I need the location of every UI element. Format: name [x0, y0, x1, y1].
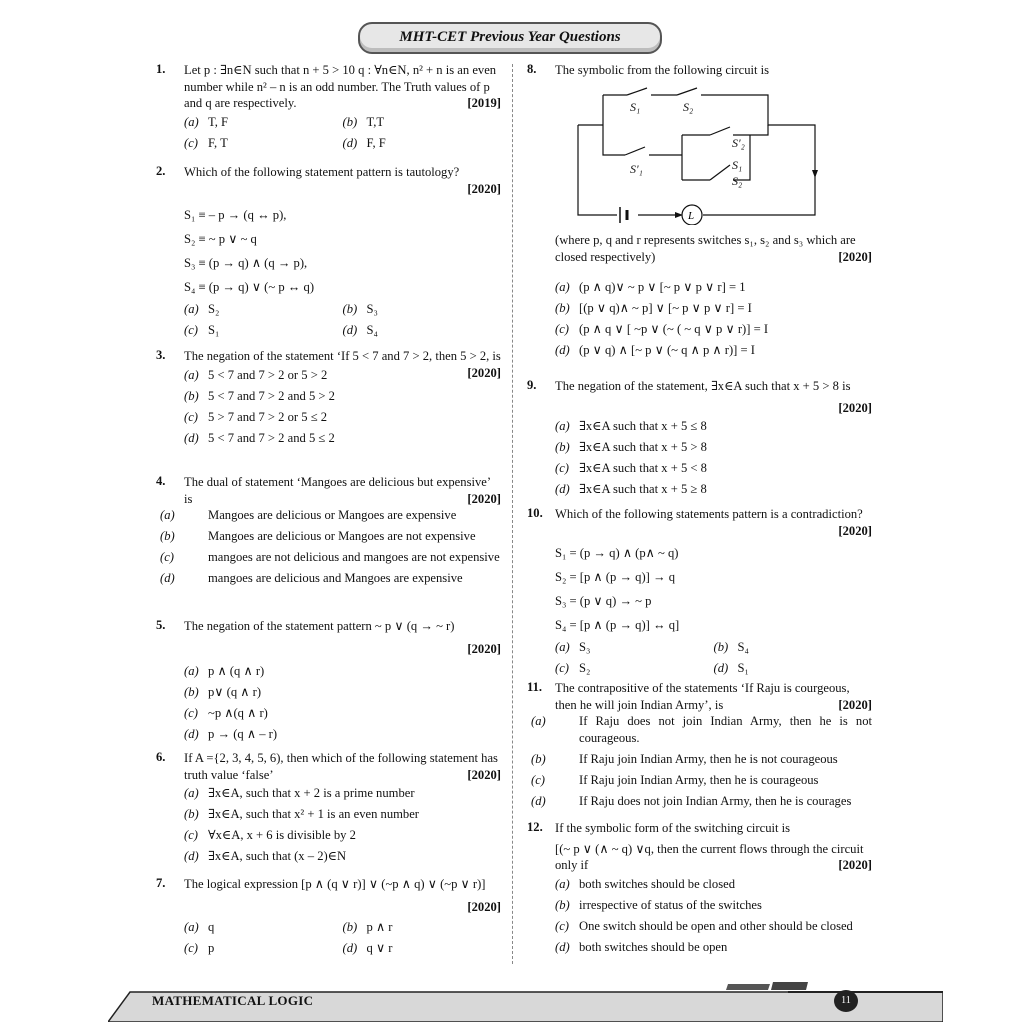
page-banner: MHT-CET Previous Year Questions — [358, 22, 662, 54]
option-d: (d) mangoes are delicious and Mangoes are expensive — [160, 571, 463, 585]
question-text: Which of the following statement pattern is tautology? — [184, 165, 460, 179]
option-d: (d) F, F — [342, 135, 386, 150]
question-number: 2. — [156, 164, 166, 178]
option-b: (b) S₄ — [713, 639, 749, 654]
year-tag: [2019] — [467, 96, 501, 110]
switch-label-s1-prime: S'₁ — [630, 162, 643, 176]
question-number: 6. — [156, 750, 166, 764]
option-a: (a) ∃x∈A, such that x + 2 is a prime number — [184, 786, 415, 800]
question-3 — [156, 348, 501, 449]
year-tag: [2020] — [838, 400, 872, 415]
option-b: (b) [(p ∨ q)∧ ~ p] ∨ [~ p ∨ p ∨ r] = I — [555, 301, 752, 315]
option-d: (d) (p ∨ q) ∧ [~ p ∨ (~ q ∧ p ∧ r)] = I — [555, 343, 755, 357]
year-tag: [2020] — [838, 697, 872, 712]
question-text: The negation of the statement pattern ~ p ∨ (q → ~ r) — [184, 619, 455, 633]
question-text: The logical expression [p ∧ (q ∨ r)] ∨ (~p ∧ q) ∨ (~p ∨ r)] — [184, 877, 486, 891]
option-a: (a) q — [184, 919, 215, 934]
option-a: (a) 5 < 7 and 7 > 2 or 5 > 2 — [184, 367, 328, 382]
lamp-label: L — [688, 210, 695, 222]
question-5 — [156, 618, 501, 745]
question-text: Let p : ∃n∈N such that n + 5 > 10 q : ∀n∈N, n² + n is an even number while n² – n is an odd number. The Truth values of p and q are respectively. [2019] — [184, 63, 501, 110]
question-text: The contrapositive of the statements ‘If Raju is courgeous, then he will join Indian Army’, is [2020] — [555, 681, 872, 712]
question-number: 4. — [156, 474, 166, 488]
option-b: (b) S₃ — [342, 301, 378, 316]
option-a: (a) If Raju does not join Indian Army, then he is not courageous. — [531, 714, 872, 745]
statement-s2: S₂ ≡ ~ p ∨ ~ q — [184, 231, 257, 246]
question-expression: [(~ p ∨ (∧ ~ q) ∨q, then the current flows through the circuit only if [2020] — [555, 841, 872, 872]
year-tag: [2020] — [467, 767, 501, 782]
question-8-note — [527, 232, 872, 361]
options — [531, 713, 872, 810]
option-d: (d) ∃x∈A such that x + 5 ≥ 8 — [555, 481, 707, 496]
option-b: (b) If Raju join Indian Army, then he is not courageous — [531, 752, 838, 766]
options — [184, 112, 501, 154]
switch-label-s2-prime: S'₂ — [732, 136, 745, 150]
question-number: 3. — [156, 348, 166, 362]
year-tag: [2020] — [467, 491, 501, 506]
column-divider — [512, 64, 513, 964]
question-2 — [156, 164, 501, 341]
statement-s3: S₃ ≡ (p → q) ∧ (q → p), — [184, 255, 308, 270]
option-a: (a) S₃ — [555, 639, 591, 654]
option-c: (c) (p ∧ q ∨ [ ~p ∨ (~ ( ~ q ∨ p ∨ r)] = I — [555, 322, 769, 336]
options — [184, 365, 501, 449]
option-c: (c) p — [184, 940, 215, 955]
statement-s1: S₁ ≡ – p → (q ↔ p), — [184, 207, 287, 222]
question-text: The negation of the statement ‘If 5 < 7 and 7 > 2, then 5 > 2, is [2020] — [184, 349, 501, 380]
question-number: 5. — [156, 618, 166, 632]
option-b: (b) T,T — [342, 114, 385, 129]
statement-s4: S₄ ≡ (p → q) ∨ (~ p ↔ q) — [184, 279, 315, 294]
year-tag: [2020] — [838, 249, 872, 264]
option-c: (c) ∃x∈A such that x + 5 < 8 — [555, 460, 707, 475]
option-a: (a) S₂ — [184, 301, 220, 316]
question-11 — [527, 680, 872, 810]
option-c: (c) F, T — [184, 135, 228, 150]
option-a: (a) (p ∧ q)∨ ~ p ∨ [~ p ∨ p ∨ r] = 1 — [555, 280, 746, 294]
options — [160, 507, 501, 587]
switching-circuit-diagram — [575, 85, 820, 225]
option-a: (a) ∃x∈A such that x + 5 ≤ 8 — [555, 418, 707, 433]
options — [555, 277, 872, 361]
statement-s2: S₂ = [p ∧ (p → q)] → q — [555, 569, 676, 584]
chapter-title: MATHEMATICAL LOGIC — [152, 993, 314, 1008]
options — [184, 917, 501, 959]
question-text: Which of the following statements pattern is a contradiction? — [555, 507, 863, 521]
question-number: 8. — [527, 62, 537, 76]
options — [184, 661, 501, 745]
option-c: (c) One switch should be open and other should be closed — [555, 918, 853, 933]
option-b: (b) ∃x∈A such that x + 5 > 8 — [555, 439, 707, 454]
option-d: (d) p → (q ∧ – r) — [184, 726, 278, 741]
question-number: 11. — [527, 680, 543, 694]
year-tag: [2020] — [838, 858, 872, 872]
options — [184, 299, 501, 341]
year-tag: [2020] — [467, 365, 501, 380]
page-number: 11 — [834, 990, 858, 1012]
switch-label-s2-lower: S₂ — [732, 174, 743, 188]
question-12 — [527, 820, 872, 958]
option-d: (d) If Raju does not join Indian Army, then he is courages — [531, 794, 852, 808]
question-number: 12. — [527, 820, 543, 834]
options — [184, 783, 501, 867]
battery-icon — [620, 207, 627, 223]
switch-label-s2: S₂ — [683, 100, 694, 114]
option-a: (a) Mangoes are delicious or Mangoes are expensive — [160, 508, 457, 522]
question-10 — [527, 506, 872, 679]
year-tag: [2020] — [467, 641, 501, 656]
year-tag: [2020] — [838, 523, 872, 538]
option-b: (b) p ∧ r — [342, 919, 393, 934]
statement-s3: S₃ = (p ∨ q) → ~ p — [555, 593, 652, 608]
option-b: (b) ∃x∈A, such that x² + 1 is an even number — [184, 807, 420, 821]
option-b: (b) p∨ (q ∧ r) — [184, 684, 262, 699]
options — [555, 416, 872, 500]
option-c: (c) If Raju join Indian Army, then he is courageous — [531, 773, 819, 787]
arrow-icon — [812, 170, 818, 178]
question-number: 9. — [527, 378, 537, 392]
question-1 — [156, 62, 501, 154]
question-number: 7. — [156, 876, 166, 890]
options — [555, 637, 872, 679]
option-a: (a) p ∧ (q ∧ r) — [184, 663, 265, 678]
circuit-note: (where p, q and r represents switches s₁, s₂ and s₃ which are closed respectively) [2020] — [555, 233, 872, 264]
option-d: (d) ∃x∈A, such that (x – 2)∈N — [184, 849, 347, 863]
option-b: (b) irrespective of status of the switches — [555, 897, 762, 912]
question-text: The dual of statement ‘Mangoes are delicious but expensive’ is [2020] — [184, 475, 501, 506]
switch-label-s1-lower: S₁ — [732, 158, 743, 172]
question-4 — [156, 474, 501, 587]
statement-s1: S₁ = (p → q) ∧ (p∧ ~ q) — [555, 545, 679, 560]
options — [555, 874, 872, 958]
question-text: The negation of the statement, ∃x∈A such that x + 5 > 8 is — [555, 379, 851, 393]
year-tag: [2020] — [467, 181, 501, 196]
option-a: (a) T, F — [184, 114, 229, 129]
option-c: (c) S₁ — [184, 322, 220, 337]
option-c: (c) mangoes are not delicious and mangoes are not expensive — [160, 550, 500, 564]
option-c: (c) ~p ∧(q ∧ r) — [184, 705, 268, 720]
option-a: (a) both switches should be closed — [555, 876, 736, 891]
question-text: If the symbolic form of the switching circuit is — [555, 821, 791, 835]
question-number: 10. — [527, 506, 543, 520]
option-d: (d) q ∨ r — [342, 940, 393, 955]
question-text: The symbolic from the following circuit is — [555, 63, 770, 77]
question-9 — [527, 378, 872, 500]
option-c: (c) ∀x∈A, x + 6 is divisible by 2 — [184, 828, 356, 842]
option-d: (d) S₄ — [342, 322, 378, 337]
question-6 — [156, 750, 501, 867]
question-number: 1. — [156, 62, 166, 76]
question-8 — [527, 62, 872, 79]
year-tag: [2020] — [467, 899, 501, 914]
question-text: If A ={2, 3, 4, 5, 6), then which of the following statement has truth value ‘false’ [2020] — [184, 751, 501, 782]
option-d: (d) 5 < 7 and 7 > 2 and 5 ≤ 2 — [184, 430, 335, 445]
option-c: (c) 5 > 7 and 7 > 2 or 5 ≤ 2 — [184, 409, 328, 424]
option-d: (d) S₁ — [713, 660, 749, 675]
option-d: (d) both switches should be open — [555, 939, 728, 954]
question-7 — [156, 876, 501, 959]
switch-label-s1: S₁ — [630, 100, 641, 114]
option-c: (c) S₂ — [555, 660, 591, 675]
option-b: (b) Mangoes are delicious or Mangoes are not expensive — [160, 529, 476, 543]
option-b: (b) 5 < 7 and 7 > 2 and 5 > 2 — [184, 388, 335, 403]
statement-s4: S₄ = [p ∧ (p → q)] ↔ q] — [555, 617, 680, 632]
